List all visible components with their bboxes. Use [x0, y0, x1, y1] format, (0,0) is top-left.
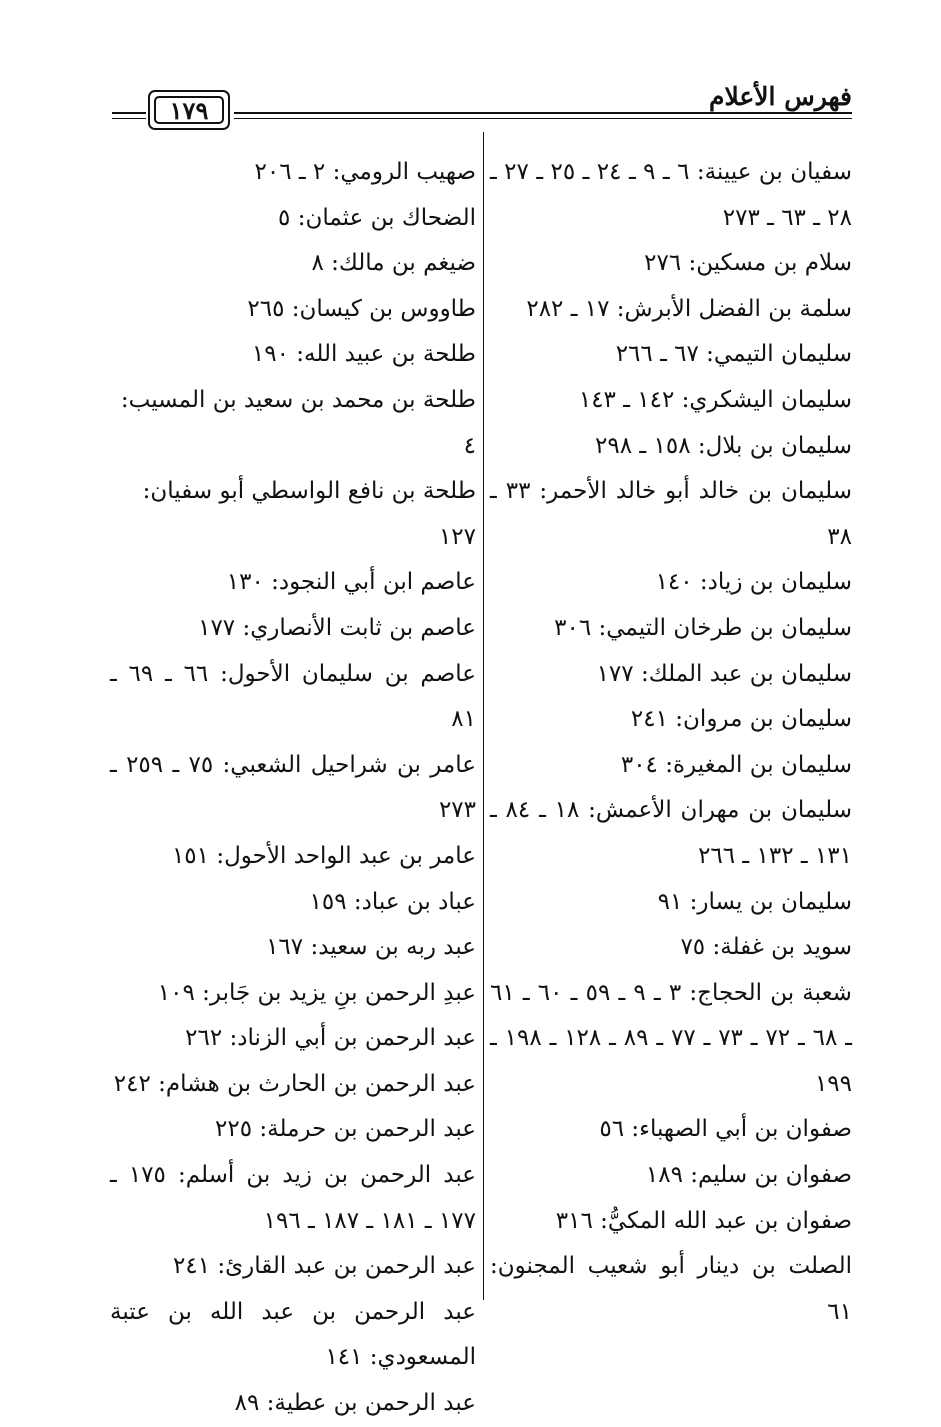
index-entry: سلمة بن الفضل الأبرش: ١٧ ـ ٢٨٢ — [526, 295, 852, 322]
index-entry: عبد الرحمن بن عبد الله بن عتبة المسعودي: ١٤١ — [110, 1298, 476, 1371]
index-entry: عبد الرحمن بن أبي الزناد: ٢٦٢ — [185, 1025, 476, 1052]
index-entry: طلحة بن عبيد الله: ١٩٠ — [251, 341, 476, 368]
index-entry: سليمان بن يسار: ٩١ — [657, 888, 852, 915]
index-entry: سليمان التيمي: ٦٧ ـ ٢٦٦ — [615, 341, 852, 368]
page-number-frame — [148, 90, 230, 130]
index-entry: سليمان اليشكري: ١٤٢ ـ ١٤٣ — [578, 386, 852, 413]
index-entry: سليمان بن عبد الملك: ١٧٧ — [596, 660, 852, 687]
index-entry: طلحة بن نافع الواسطي أبو سفيان: ١٢٧ — [142, 478, 476, 550]
index-column-right — [490, 150, 852, 1335]
header-rule-short — [112, 112, 146, 119]
index-entry: سليمان بن بلال: ١٥٨ ـ ٢٩٨ — [595, 432, 852, 459]
index-entry: سليمان بن مهران الأعمش: ١٨ ـ ٨٤ ـ ١٣١ ـ ١٣٢ ـ ٢٦٦ — [490, 797, 852, 869]
index-entry: سفيان بن عيينة: ٦ ـ ٩ ـ ٢٤ ـ ٢٥ ـ ٢٧ ـ ٢٨ ـ ٦٣ ـ ٢٧٣ — [490, 159, 852, 231]
index-entry: عامر بن عبد الواحد الأحول: ١٥١ — [171, 842, 476, 869]
column-divider — [483, 132, 484, 1300]
index-entry: عبد الرحمن بن حرملة: ٢٢٥ — [215, 1116, 476, 1143]
index-entry: سليمان بن خالد أبو خالد الأحمر: ٣٣ ـ ٣٨ — [490, 478, 852, 550]
index-entry: سويد بن غفلة: ٧٥ — [680, 934, 852, 961]
header-rule — [234, 112, 852, 119]
index-entry: سليمان بن مروان: ٢٤١ — [630, 706, 852, 733]
index-entry: عاصم ابن أبي النجود: ١٣٠ — [226, 569, 476, 596]
index-entry: الضحاك بن عثمان: ٥ — [278, 204, 476, 231]
index-entry: عبد ربه بن سعيد: ١٦٧ — [266, 934, 476, 961]
index-entry: سليمان بن زياد: ١٤٠ — [655, 569, 852, 596]
page-header — [112, 78, 852, 128]
index-entry: عامر بن شراحيل الشعبي: ٧٥ ـ ٢٥٩ ـ ٢٧٣ — [110, 751, 476, 824]
index-entry: سليمان بن طرخان التيمي: ٣٠٦ — [554, 614, 852, 641]
page-number: ١٧٩ — [154, 96, 224, 124]
index-entry: عباد بن عباد: ١٥٩ — [309, 888, 476, 915]
index-entry: عاصم بن ثابت الأنصاري: ١٧٧ — [198, 614, 476, 641]
index-entry: طاووس بن كيسان: ٢٦٥ — [247, 295, 476, 322]
index-entry: سليمان بن المغيرة: ٣٠٤ — [620, 751, 852, 778]
index-entry: شعبة بن الحجاج: ٣ ـ ٩ ـ ٥٩ ـ ٦٠ ـ ٦١ ـ ٦٨ ـ ٧٢ ـ ٧٣ ـ ٧٧ ـ ٨٩ ـ ١٢٨ ـ ١٩٨ ـ ١٩٩ — [490, 979, 852, 1097]
index-entry: سلام بن مسكين: ٢٧٦ — [644, 250, 852, 277]
index-entry: صهيب الرومي: ٢ ـ ٢٠٦ — [254, 159, 476, 185]
index-entry: صفوان بن عبد الله المكيُّ: ٣١٦ — [555, 1207, 852, 1234]
index-entry: عبد الرحمن بن الحارث بن هشام: ٢٤٢ — [113, 1070, 476, 1097]
index-entry: الصلت بن دينار أبو شعيب المجنون: ٦١ — [490, 1253, 852, 1325]
index-entry: صفوان بن أبي الصهباء: ٥٦ — [599, 1116, 852, 1143]
index-column-left — [110, 150, 476, 1427]
index-entry: عبد الرحمن بن عبد القارئ: ٢٤١ — [172, 1253, 476, 1280]
index-entry: ضيغم بن مالك: ٨ — [311, 250, 476, 277]
index-entry: عبدِ الرحمن بنِ يزيد بن جَابر: ١٠٩ — [157, 979, 476, 1006]
index-entry: عبد الرحمن بن زيد بن أسلم: ١٧٥ ـ ١٧٧ ـ ١٨١ ـ ١٨٧ ـ ١٩٦ — [110, 1162, 476, 1234]
index-entry: صفوان بن سليم: ١٨٩ — [645, 1162, 852, 1189]
index-entry: عاصم بن سليمان الأحول: ٦٦ ـ ٦٩ ـ ٨١ — [110, 660, 476, 733]
index-entry: طلحة بن محمد بن سعيد بن المسيب: ٤ — [120, 386, 476, 459]
page-title: فهرس الأعلام — [708, 82, 852, 111]
index-entry: عبد الرحمن بن عطية: ٨٩ — [234, 1390, 476, 1417]
